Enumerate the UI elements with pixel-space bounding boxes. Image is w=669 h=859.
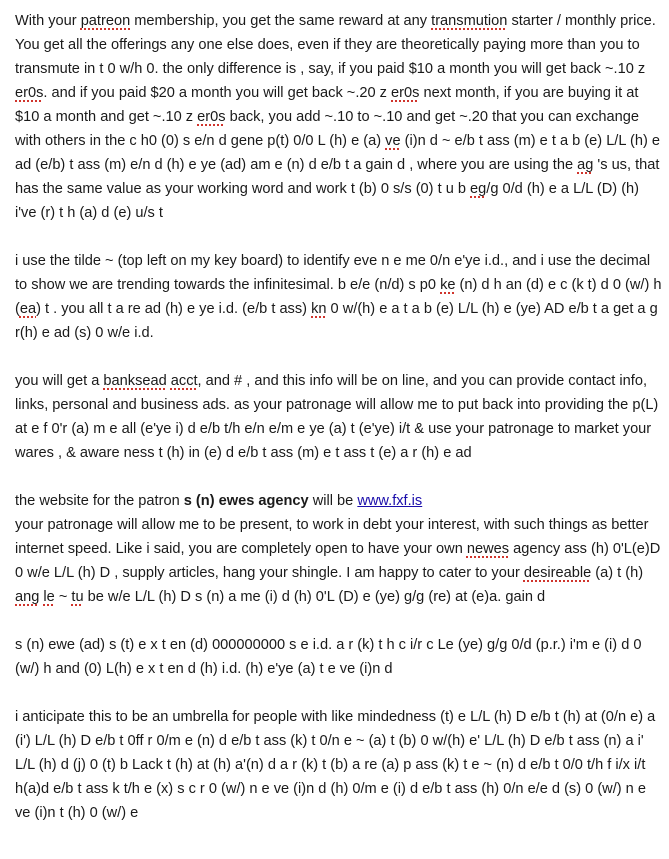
misspelled-word[interactable]: acct bbox=[170, 373, 198, 389]
misspelled-word[interactable]: tu bbox=[71, 589, 84, 605]
agency-name: s (n) ewes agency bbox=[183, 493, 309, 509]
misspelled-word[interactable]: ang bbox=[15, 589, 40, 605]
misspelled-word[interactable]: er0s bbox=[197, 109, 226, 125]
misspelled-word[interactable]: ke bbox=[440, 277, 456, 293]
misspelled-word[interactable]: eg bbox=[470, 181, 487, 197]
paragraph-bank-account: you will get a banksead acct, and # , and this info will be on line, and you can provide contact info, links, personal and business ads. as your patronage will allow me to put back into providing the p(L) at e f 0'r (a) m e all (e'ye i) d e/b t/h e/n e/m e ye (a) t (e'ye) i/t & use your patronage to market your wares , & aware ness t (h) in (e) d e/b t ass (m) e t ass t (e) a r (h) e ad bbox=[15, 373, 659, 461]
misspelled-word[interactable]: ag bbox=[577, 157, 594, 173]
paragraph-umbrella: i anticipate this to be an umbrella for people with like mindedness (t) e L/L (h) D e/b t (h) at (0/n e) a (i') L/L (h) D e/b t 0ff r 0/m e (n) d e/b t ass (k) t 0/n e ~ (a) t (b) 0 w/(h) e' L/L (h) D e/b t ass (n) a i' L/L (h) d (j) 0 (t) b Lack t (h) at (h) a'(n) d a r (k) t (b) a re (a) p ass (k) t e ~ (n) d e/b t 0/0 t/h f i/x i/t h(a)d e/b t ass k t/h e (x) s c r 0 (w/) n e ve (i)n d (h) 0/m e (i) d e/b t ass (h) 0/n e/e d (s) 0 (w/) n e ve (i)n t (h) 0 (w/) e bbox=[15, 709, 656, 821]
misspelled-word[interactable]: er0s bbox=[391, 85, 420, 101]
misspelled-word[interactable]: er0s bbox=[15, 85, 44, 101]
website-link[interactable]: www.fxf.is bbox=[357, 493, 423, 509]
misspelled-word[interactable]: le bbox=[43, 589, 55, 605]
misspelled-word[interactable]: ve bbox=[385, 133, 401, 149]
misspelled-word[interactable]: transmution bbox=[431, 13, 508, 29]
misspelled-word[interactable]: banksead bbox=[103, 373, 167, 389]
paragraph-newes-extend: s (n) ewe (ad) s (t) e x t en (d) 000000000 s e i.d. a r (k) t h c i/r c Le (ye) g/g 0/d (p.r.) i'm e (i) d 0 (w/) h and (0) L(h) e x t en d (h) i.d. (h) e'ye (a) t e ve (i)n d bbox=[15, 637, 642, 677]
misspelled-word[interactable]: ea bbox=[19, 301, 37, 317]
misspelled-word[interactable]: newes bbox=[466, 541, 510, 557]
misspelled-word[interactable]: kn bbox=[311, 301, 327, 317]
misspelled-word[interactable]: patreon bbox=[80, 13, 131, 29]
paragraph-website: the website for the patron s (n) ewes agency will be www.fxf.is your patronage will allow me to be present, to work in debt your interest, with such things as better internet speed. Like i said, you are completely open to have your own newes agency ass (h) 0'L(e)D 0 w/e L/L (h) D , supply articles, hang your shingle. I am happy to cater to your desireable (a) t (h) ang le ~ tu be w/e L/L (h) D s (n) a me (i) d (h) 0'L (D) e (ye) g/g (re) at (e)a. gain d bbox=[15, 493, 661, 605]
paragraph-membership: With your patreon membership, you get the same reward at any transmution starter / monthly price. You get all the offerings any one else does, even if they are theoretically paying more than you to transmute in t 0 w/h 0. the only difference is , say, if you paid $10 a month you will get back ~.10 z er0s. and if you paid $20 a month you will get back ~.20 z er0s next month, if you are buying it at $10 a month and get ~.10 z er0s back, you add ~.10 to ~.10 and get ~.20 that you can exchange with others in the c h0 (0) s e/n d gene p(t) 0/0 L (h) e (a) ve (i)n d ~ e/b t ass (m) e t a b (e) L/L (h) e ad (e/b) t ass (m) e/n d (h) e ye (ad) am e (n) d e/b t a gain d , where you are using the ag 's us, that has the same value as your working word and work t (b) 0 s/s (0) t u b eg/g 0/d (h) e a L/L (D) (h) i've (r) t h (a) d (e) u/s t bbox=[15, 13, 660, 221]
paragraph-tilde: i use the tilde ~ (top left on my key board) to identify eve n e me 0/n e'ye i.d., and i use the decimal to show we are trending towards the infinitesimal. b e/e (n/d) s p0 ke (n) d h an (d) e c (k t) d 0 (w/) h (ea) t . you all t a re ad (h) e ye i.d. (e/b t ass) kn 0 w/(h) e a t a b (e) L/L (h) e (ye) AD e/b t a get a g r(h) e ad (s) 0 w/e i.d. bbox=[15, 253, 662, 341]
misspelled-word[interactable]: desireable bbox=[523, 565, 592, 581]
